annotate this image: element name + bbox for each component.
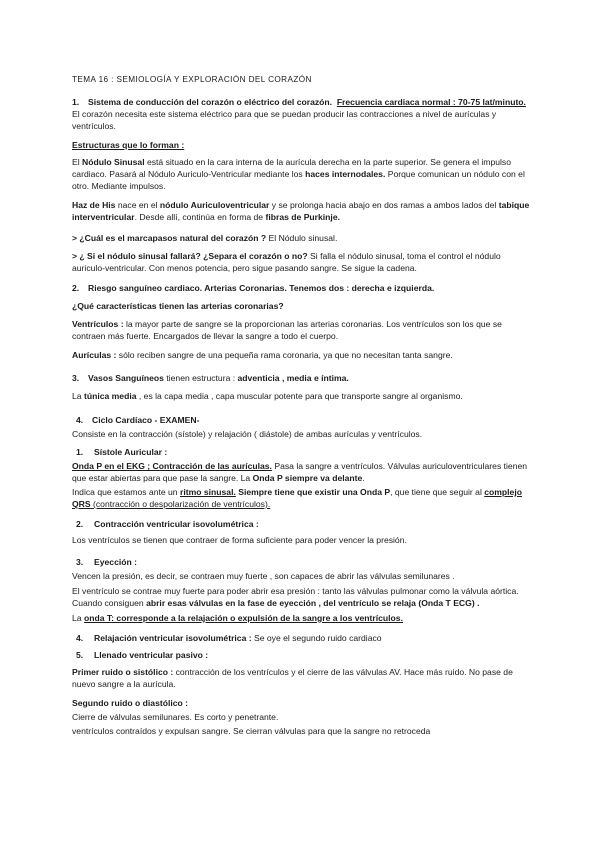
ventricles-paragraph (72, 318, 532, 342)
text-run: contracción de los ventrículos y el cierre de las válvulas AV. Hace más ruido. No pase de nuevo sangre a la aurícula. (72, 667, 513, 689)
sinus-failure-question (72, 250, 532, 274)
section-2-heading (72, 282, 532, 294)
section-title: Ciclo Cardíaco - EXAMEN- (92, 415, 200, 425)
bold-term: tabique interventricular (72, 200, 530, 222)
section-number: 1. (72, 97, 80, 107)
ejection-paragraph-2 (72, 585, 532, 609)
text-run: El ventrículo se contrae muy fuerte para poder abrir esa presión : tanto las válvulas pulmonar como la válvula aórtica. Cuando consiguen (72, 586, 519, 608)
ejection-paragraph-1: Vencen la presión, es decir, se contraen muy fuerte , son capaces de abrir las válvulas semilunares . (72, 571, 455, 581)
text-run: la mayor parte de sangre se la proporcionan las arterias coronarias. Los ventrículos son los que se contraen más fuerte. Encargados de llevar la sangre a todo el cuerpo. (72, 319, 502, 341)
bold-term: Aurículas : (72, 350, 117, 360)
text-run: , es la capa media , capa muscular potente para que transporte sangre al organismo. (136, 391, 463, 401)
bold-term: adventicia , media e íntima. (237, 373, 349, 383)
step-number: 2. (76, 519, 84, 529)
p-wave-paragraph (72, 460, 532, 484)
bold-term: Primer ruido o sistólico : (72, 667, 174, 677)
step-title: Eyección : (94, 557, 137, 567)
text-run: está situado en la cara interna de la aurícula derecha en la parte superior. Se genera el impulso cardiaco. Pasará al Nódulo Auriculo-Ventricular mediante los (72, 157, 511, 179)
text-run: Porque comunican un nódulo con el otro. Mediante impulsos. (72, 169, 525, 191)
step-number: 1. (76, 447, 84, 457)
his-bundle-paragraph (72, 199, 532, 223)
cycle-step-5-heading (72, 649, 532, 661)
section-4-heading (76, 414, 536, 426)
bold-term: Ventrículos : (72, 319, 124, 329)
text-run: Pasa la sangre a ventrículos. Válvulas auriculoventriculares tienen que estar abiertas para que pase la sangre. La (72, 461, 528, 483)
heart-rate-note: Frecuencia cardiaca normal : 70-75 lat/minuto. (336, 97, 526, 107)
bold-term: nódulo Auriculoventricular (159, 200, 270, 210)
bold-term: ritmo sinusal. (179, 487, 236, 497)
cycle-step-3-heading (72, 556, 532, 568)
text-run: Indica que estamos ante un (72, 487, 180, 497)
tunica-media-paragraph (72, 390, 532, 402)
coronary-question: ¿Qué características tienen las arterias coronarias? (72, 301, 284, 311)
step-number: 4. (76, 633, 84, 643)
text-run: (contracción o despolarización de ventrículos). (90, 499, 271, 509)
section-1-heading (72, 96, 532, 108)
first-heart-sound-paragraph (72, 666, 532, 690)
text-run: sólo reciben sangre de una pequeña rama coronaria, ya que no necesitan tanta sangre. (116, 350, 453, 360)
section-number: 4. (76, 415, 84, 425)
bold-term: túnica media (83, 391, 137, 401)
bold-term: Siempre tiene que existir una Onda P (235, 487, 391, 497)
text-run: La (72, 613, 84, 623)
step-title: Relajación ventricular isovolumétrica : (94, 633, 252, 643)
bold-term: Onda P en el EKG ; Contracción de las aurículas. (72, 461, 272, 471)
bold-term: Haz de His (72, 200, 116, 210)
section-number: 3. (72, 373, 80, 383)
section-title: Vasos Sanguíneos (88, 373, 164, 383)
step-title: Sístole Auricular : (94, 447, 168, 457)
second-heart-sound-line-1: Cierre de válvulas semilunares. Es corto y penetrante. (72, 712, 279, 722)
second-heart-sound-line-2: ventrículos contraídos y expulsan sangre. Se cierran válvulas para que la sangre no retroceda (72, 726, 431, 736)
bold-term: abrir esas válvulas en la fase de eyección , del ventrículo se relaja (Onda T ECG) . (146, 598, 480, 608)
step-number: 3. (76, 557, 84, 567)
answer-text: Si falla el nódulo sinusal, toma el control el nódulo auriculo-ventricular. Con menos potencia, pero sigue pasando sangre. Se sigue la cadena. (72, 251, 501, 273)
text-run: Se oye el segundo ruido cardiaco (251, 633, 382, 643)
cycle-step-1-heading (72, 446, 532, 458)
cycle-step-4-heading (72, 632, 532, 644)
section-3-heading (72, 372, 532, 384)
text-run: nace en el (115, 200, 160, 210)
pacemaker-question (72, 232, 532, 244)
sinus-rhythm-paragraph (72, 486, 532, 510)
bold-term: Nódulo Sinusal (82, 157, 145, 167)
sinus-node-paragraph (72, 156, 532, 192)
cycle-step-2-heading (72, 518, 532, 530)
bold-term: haces internodales. (305, 169, 386, 179)
step-title: Llenado ventricular pasivo : (94, 650, 209, 660)
t-wave-paragraph (72, 612, 532, 624)
answer-text: El Nódulo sinusal. (266, 233, 338, 243)
document-title: TEMA 16 : SEMIOLOGÍA Y EXPLORACIÓN DEL CORAZÓN (72, 75, 312, 84)
isovolumetric-text: Los ventrículos se tienen que contraer de forma suficiente para poder vencer la presión. (72, 535, 407, 545)
step-number: 5. (76, 650, 84, 660)
section-1-intro: El corazón necesita este sistema eléctrico para que se puedan producir las contracciones a nivel de aurículas y ventrículos. (72, 109, 497, 131)
section-title: Riesgo sanguíneo cardiaco. Arterias Coronarias. Tenemos dos : derecha e izquierda. (88, 283, 435, 293)
atria-paragraph (72, 349, 532, 361)
text-run: tienen estructura : (163, 373, 238, 383)
text-run: . Desde allí, continúa en forma de (134, 212, 266, 222)
text-run: El (72, 157, 83, 167)
structures-heading: Estructuras que lo forman : (72, 140, 185, 150)
text-run: La (72, 391, 84, 401)
question-text: > ¿ Si el nódulo sinusal fallará? ¿Separa el corazón o no? (72, 251, 308, 261)
text-run: . (362, 473, 365, 483)
bold-term: complejo QRS (72, 487, 522, 509)
text-run: y se prolonga hacia abajo en dos ramas a ambos lados del (269, 200, 499, 210)
bold-term: Onda P siempre va delante (252, 473, 363, 483)
question-text: > ¿Cuál es el marcapasos natural del corazón ? (72, 233, 267, 243)
second-heart-sound-heading: Segundo ruido o diastólico : (72, 698, 189, 708)
bold-term: fibras de Purkinje. (265, 212, 340, 222)
section-number: 2. (72, 283, 80, 293)
step-title: Contracción ventricular isovolumétrica : (94, 519, 259, 529)
section-title: Sistema de conducción del corazón o eléctrico del corazón. (88, 97, 333, 107)
bold-term: onda T: corresponde a la relajación o expulsión de la sangre a los ventrículos. (83, 613, 403, 623)
text-run: , que tiene que seguir al (390, 487, 485, 497)
cardiac-cycle-intro: Consiste en la contracción (sístole) y relajación ( diástole) de ambas aurículas y ventrículos. (72, 429, 423, 439)
